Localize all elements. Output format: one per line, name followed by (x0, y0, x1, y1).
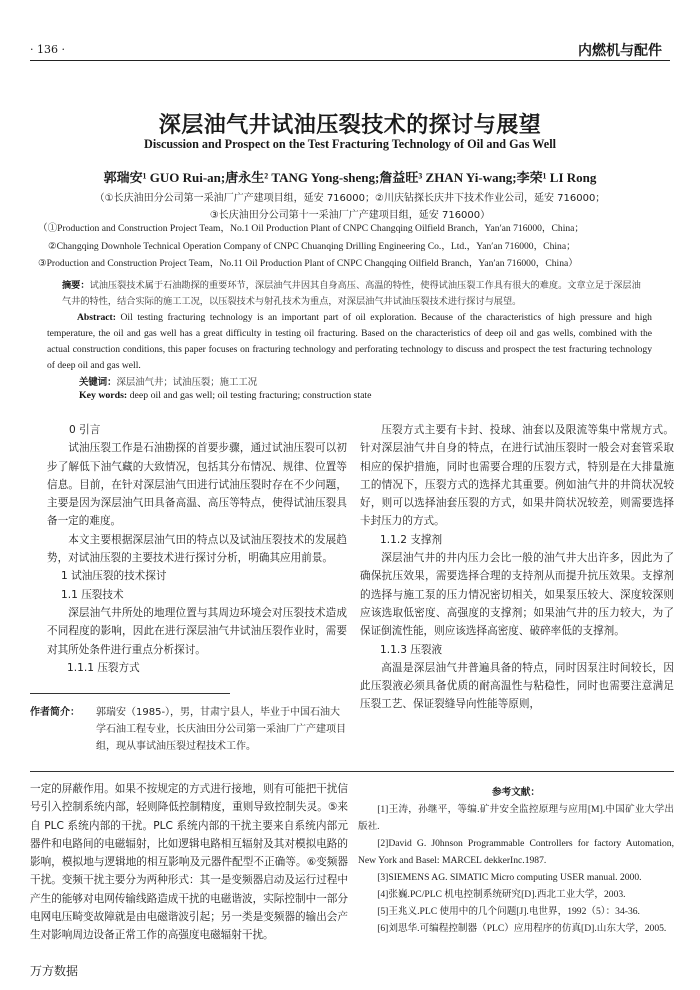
author-line: 郭瑞安¹ GUO Rui-an;唐永生² TANG Yong-sheng;詹益旺³ ZHAN Yi-wang;李荣¹ LI Rong (103, 170, 597, 185)
subsection-heading-1-1: 1.1 压裂技术 (61, 588, 124, 601)
reference-item: [6]刘思华.可编程控制器（PLC）应用程序的仿真[D].山东大学，2005. (377, 923, 667, 934)
page-number: · 136 · (30, 43, 65, 56)
abstract-cn-text: 试油压裂技术属于石油勘探的重要环节，深层油气井因其自身高压、高温的特性，使得试油压裂工作具有很大的难度。文章立足于深层油气井的特性，结合实际的施工工况，以压裂技术与射孔技术为重点，对深层油气井试油压裂技术进行探讨与展望。 (62, 280, 641, 307)
reference-item: [3]SIEMENS AG. SIMATIC Micro computing USER manual. 2000. (377, 872, 642, 883)
references (358, 784, 674, 937)
references-heading: 参考文献： (492, 787, 540, 798)
reference-item: [2]David G. J0hnson Programmable Controllers for factory Automation, New York and Basel: MARCEL dekkerInc.1987. (358, 838, 674, 866)
keywords-english (79, 390, 372, 401)
lower-left-column (30, 780, 348, 945)
left-column (47, 421, 347, 677)
abstract-english (47, 310, 652, 374)
title-english: Discussion and Prospect on the Test Fracturing Technology of Oil and Gas Well (144, 137, 556, 151)
reference-item: [5]王兆义.PLC 使用中的几个问题[J].电世界，1992（5）：34-36. (377, 906, 640, 917)
author-bio (30, 704, 348, 755)
abstract-chinese (62, 278, 644, 310)
bio-label: 作者简介： (30, 707, 80, 718)
paragraph: 高温是深层油气井普遍具备的特点，同时因泵注时间较长，因此压裂液必须具备优质的耐高温性与粘稳性，同时也需要注意满足压裂工艺、保证裂缝导向性能等原则， (360, 661, 674, 711)
affiliation-cn-2: ③长庆油田分公司第十一采油厂广产建项目组，延安 716000） (209, 210, 491, 221)
subsection-heading-1-1-3: 1.1.3 压裂液 (380, 643, 443, 656)
subsection-heading-1-1-1: 1.1.1 压裂方式 (67, 661, 140, 674)
paragraph: 试油压裂工作是石油勘探的首要步骤，通过试油压裂可以初步了解低下油气藏的大致情况，包括其分布情况、规律、位置等信息。目前，在针对深层油气田进行试油压裂时存在不少问题，主要是因为深层油气田具备高温、高压等特点，使得试油压裂具备一定的难度。 (47, 442, 347, 528)
abstract-en-label: Abstract: (77, 312, 116, 323)
abstract-en-text: Oil testing fracturing technology is an important part of oil exploration. Because of the characteristics of high pressure and high temperature, the oil and gas well has a great difficulty in testing oil fracturing. Based on the characteristics of deep oil and gas wells, combined with the actual construction conditions, this paper focuses on fracturing technology and perforating technology to discuss and prospect the test fracturing technology of deep oil and gas well. (47, 312, 652, 371)
title-chinese: 深层油气井试油压裂技术的探讨与展望 (158, 113, 542, 138)
footnote-rule (30, 693, 230, 694)
abstract-cn-label: 摘要： (62, 280, 90, 291)
affiliation-en-1: （①Production and Construction Project Team，No.1 Oil Production Plant of CNPC Changqing Oilfield Branch，Yan′an 716000，China； (38, 223, 585, 234)
section-heading-1: 1 试油压裂的技术探讨 (61, 570, 167, 583)
page-divider (30, 771, 674, 772)
keywords-en-label: Key words: (79, 390, 128, 401)
keywords-chinese (79, 374, 257, 388)
section-heading-0: 0 引言 (69, 424, 101, 436)
right-column (360, 421, 674, 714)
affiliation-en-3: ③Production and Construction Project Team，No.11 Oil Production Plant of CNPC Changqing Oilfield Branch，Yan′an 716000，China） (38, 258, 578, 269)
affiliation-en-2: ②Changqing Downhole Technical Operation Company of CNPC Chuanqing Drilling Engineering Co.，Ltd.，Yan′an 716000，China； (48, 241, 576, 252)
keywords-en-text: deep oil and gas well; oil testing fracturing; construction state (129, 390, 372, 401)
paragraph: 压裂方式主要有卡封、投球、油套以及限流等集中常规方式。针对深层油气井自身的特点，在进行试油压裂时一般会对套管采取相应的保护措施，同时也需要合理的压裂方式，特别是在大排量施工的情况下，压裂方式的选择尤其重要。例如油气井的井筒状况较好，则可以选择油套压裂的方式，如果井筒状况较差，则需要选择卡封压力的方式。 (360, 424, 674, 528)
header-rule (30, 60, 670, 61)
keywords-cn-label: 关键词： (79, 377, 117, 388)
footer-watermark: 万方数据 (30, 964, 79, 978)
reference-item: [1]王涛，孙继平，等编.矿井安全监控原理与应用[M].中国矿业大学出版社. (358, 804, 674, 832)
paragraph: 深层油气井所处的地理位置与其周边环境会对压裂技术造成不同程度的影响，因此在进行深层油气井试油压裂作业时，需要对其所处条件进行重点分析探讨。 (47, 606, 347, 656)
paragraph: 一定的屏蔽作用。如果不按规定的方式进行接地，则有可能把干扰信号引入控制系统内部，轻则降低控制精度，重则导致控制失灵。⑤来自 PLC 系统内部的干扰。PLC 系统内部的干扰主要来自系统内部元器件和电路间的电磁辐射，比如逻辑电路相互辐射及其对模拟电路的影响，模拟地与逻辑地的相互影响及元器件配型不正确等。⑥变频器干扰。变频干扰主要分为两种形式：其一是变频器启动及运行过程中产生的能够对电网传输线路造成干扰的电磁谐波，实际控制中一部分电网电压畸变故障就是由电磁谐波引起；另一类是变频器的输出会产生对影响周边设备正常工作的高强度电磁辐射干扰。 (30, 783, 348, 942)
keywords-cn-text: 深层油气井；试油压裂；施工工况 (116, 377, 258, 388)
reference-item: [4]张巍.PC/PLC 机电控制系统研究[D].西北工业大学，2003. (377, 889, 626, 900)
bio-text: 郭瑞安（1985-），男，甘肃宁县人，毕业于中国石油大学石油工程专业，长庆油田分公司第一采油厂广产建项目组，现从事试油压裂过程技术工作。 (96, 707, 346, 752)
affiliation-cn-1: （①长庆油田分公司第一采油厂广产建项目组，延安 716000；②川庆钻探长庆井下技术作业公司，延安 716000； (94, 193, 606, 204)
paragraph: 深层油气井的井内压力会比一般的油气井大出许多，因此为了确保抗压效果，需要选择合理的支持剂从而提升抗压效果。支撑剂的选择与施工泵的压力情况密切相关，如果泵压较大、深度较深则应该选取低密度、高强度的支撑剂；如果油气井的压力较大，为了保证倒流性能，则应该选择高密度、破碎率低的支撑剂。 (360, 552, 674, 638)
journal-name: 内燃机与配件 (578, 43, 662, 59)
paragraph: 本文主要根据深层油气田的特点以及试油压裂技术的发展趋势，对试油压裂的主要技术进行探讨分析，明确其应用前景。 (47, 533, 347, 565)
subsection-heading-1-1-2: 1.1.2 支撑剂 (380, 533, 443, 546)
